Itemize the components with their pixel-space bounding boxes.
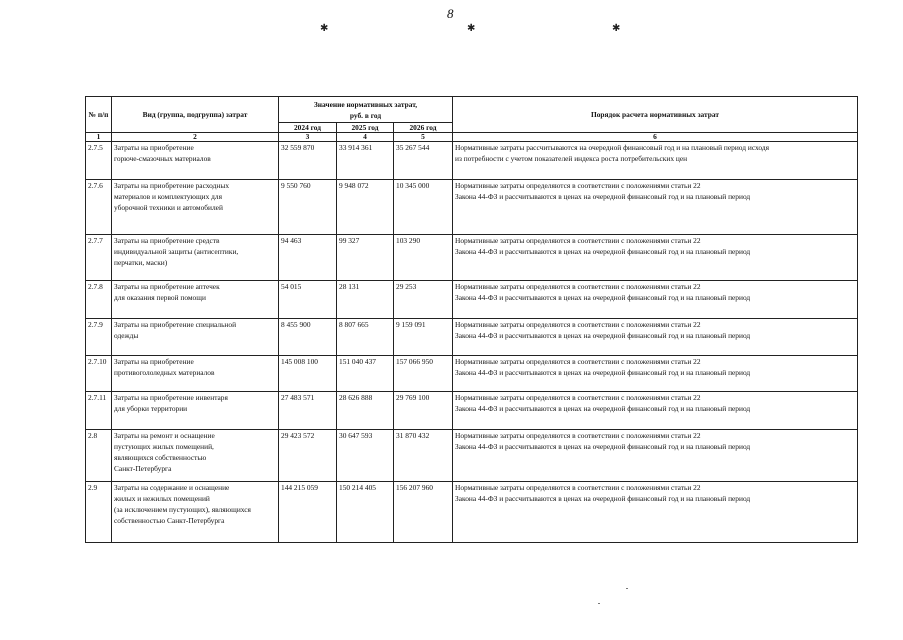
row-number: 2.7.8 (86, 281, 112, 319)
table-row (86, 180, 858, 235)
value-2025: 8 807 665 (337, 319, 394, 356)
calculation-order: Нормативные затраты определяются в соответствии с положениями статьи 22 Закона 44-ФЗ и рассчитываются в ценах на очередной финансовый год и на плановый период (453, 356, 858, 392)
calculation-order: Нормативные затраты определяются в соответствии с положениями статьи 22 Закона 44-ФЗ и рассчитываются в ценах на очередной финансовый год и на плановый период (453, 319, 858, 356)
value-2026: 9 159 091 (394, 319, 453, 356)
calculation-order: Нормативные затраты определяются в соответствии с положениями статьи 22 Закона 44-ФЗ и рассчитываются в ценах на очередной финансовый год и на плановый период (453, 180, 858, 235)
value-2024: 9 550 760 (279, 180, 337, 235)
value-2024: 32 559 870 (279, 142, 337, 180)
scan-mark: ✱ (612, 23, 621, 34)
value-2024: 94 463 (279, 235, 337, 281)
value-2025: 151 040 437 (337, 356, 394, 392)
col-order-header: Порядок расчета нормативных затрат (453, 97, 858, 133)
column-index: 5 (394, 133, 453, 142)
scan-mark: ✱ (467, 23, 476, 34)
cost-type: Затраты на приобретение горюче-смазочных материалов (112, 142, 279, 180)
calculation-order: Нормативные затраты рассчитываются на очередной финансовый год и на плановый период исходя из потребности с учетом показателей индекса роста потребительских цен (453, 142, 858, 180)
value-2025: 28 131 (337, 281, 394, 319)
value-2025: 28 626 888 (337, 392, 394, 430)
calculation-order: Нормативные затраты определяются в соответствии с положениями статьи 22 Закона 44-ФЗ и рассчитываются в ценах на очередной финансовый год и на плановый период (453, 281, 858, 319)
calculation-order: Нормативные затраты определяются в соответствии с положениями статьи 22 Закона 44-ФЗ и рассчитываются в ценах на очередной финансовый год и на плановый период (453, 392, 858, 430)
column-index: 3 (279, 133, 337, 142)
calculation-order: Нормативные затраты определяются в соответствии с положениями статьи 22 Закона 44-ФЗ и рассчитываются в ценах на очередной финансовый год и на плановый период (453, 482, 858, 543)
row-number: 2.7.6 (86, 180, 112, 235)
value-2025: 150 214 405 (337, 482, 394, 543)
table-row (86, 482, 858, 543)
table-row (86, 356, 858, 392)
table-row (86, 430, 858, 482)
scan-speck (598, 603, 600, 604)
cost-type: Затраты на приобретение расходных материалов и комплектующих для уборочной техники и автомобилей (112, 180, 279, 235)
value-2024: 145 008 100 (279, 356, 337, 392)
year-header: 2025 год (337, 123, 394, 133)
calculation-order: Нормативные затраты определяются в соответствии с положениями статьи 22 Закона 44-ФЗ и рассчитываются в ценах на очередной финансовый год и на плановый период (453, 235, 858, 281)
value-2024: 54 015 (279, 281, 337, 319)
cost-type: Затраты на приобретение средств индивидуальной защиты (антисептики, перчатки, маски) (112, 235, 279, 281)
value-2024: 8 455 900 (279, 319, 337, 356)
cost-type: Затраты на ремонт и оснащение пустующих жилых помещений, являющихся собственностью Санкт-Петербурга (112, 430, 279, 482)
col-value-header: Значение нормативных затрат, руб. в год (279, 97, 453, 123)
cost-type: Затраты на приобретение противогололедных материалов (112, 356, 279, 392)
table-row (86, 281, 858, 319)
cost-type: Затраты на приобретение аптечек для оказания первой помощи (112, 281, 279, 319)
value-2026: 10 345 000 (394, 180, 453, 235)
col-type-header: Вид (группа, подгруппа) затрат (112, 97, 279, 133)
row-number: 2.7.11 (86, 392, 112, 430)
cost-type: Затраты на содержание и оснащение жилых и нежилых помещений (за исключением пустующих), являющихся собственностью Санкт-Петербурга (112, 482, 279, 543)
row-number: 2.7.5 (86, 142, 112, 180)
value-2026: 29 769 100 (394, 392, 453, 430)
table-row (86, 235, 858, 281)
column-index: 4 (337, 133, 394, 142)
value-2024: 29 423 572 (279, 430, 337, 482)
scan-marks (0, 24, 903, 36)
value-2025: 99 327 (337, 235, 394, 281)
col-number-header: № п/п (86, 97, 112, 133)
cost-norms-table (85, 96, 858, 543)
row-number: 2.7.9 (86, 319, 112, 356)
table-row (86, 142, 858, 180)
column-index: 6 (453, 133, 858, 142)
table-row (86, 319, 858, 356)
value-2024: 144 215 059 (279, 482, 337, 543)
value-2026: 31 870 432 (394, 430, 453, 482)
cost-type: Затраты на приобретение специальной одежды (112, 319, 279, 356)
scan-speck (626, 588, 628, 589)
value-2026: 156 207 960 (394, 482, 453, 543)
table-row (86, 392, 858, 430)
value-2025: 33 914 361 (337, 142, 394, 180)
page-number: 8 (447, 6, 454, 21)
column-index: 1 (86, 133, 112, 142)
row-number: 2.9 (86, 482, 112, 543)
value-2025: 30 647 593 (337, 430, 394, 482)
row-number: 2.8 (86, 430, 112, 482)
year-header: 2024 год (279, 123, 337, 133)
value-2024: 27 483 571 (279, 392, 337, 430)
column-index: 2 (112, 133, 279, 142)
cost-type: Затраты на приобретение инвентаря для уборки территории (112, 392, 279, 430)
row-number: 2.7.10 (86, 356, 112, 392)
row-number: 2.7.7 (86, 235, 112, 281)
value-2025: 9 948 072 (337, 180, 394, 235)
calculation-order: Нормативные затраты определяются в соответствии с положениями статьи 22 Закона 44-ФЗ и рассчитываются в ценах на очередной финансовый год и на плановый период (453, 430, 858, 482)
value-2026: 157 066 950 (394, 356, 453, 392)
value-2026: 103 290 (394, 235, 453, 281)
year-header: 2026 год (394, 123, 453, 133)
scan-mark: ✱ (320, 23, 329, 34)
value-2026: 29 253 (394, 281, 453, 319)
value-2026: 35 267 544 (394, 142, 453, 180)
